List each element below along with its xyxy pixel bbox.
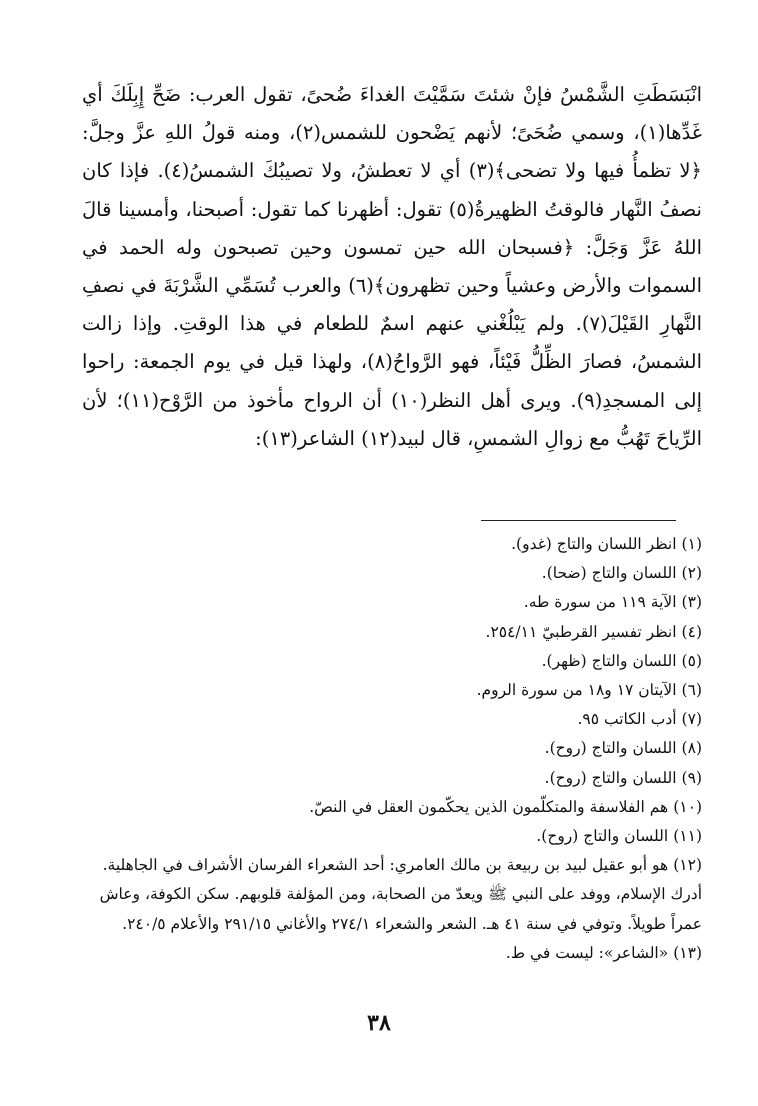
footnote-text: أدب الكاتب ٩٥. [577, 710, 677, 729]
footnote-text: الآية ١١٩ من سورة طه. [523, 593, 677, 612]
footnote-item [82, 559, 702, 588]
page-number: ٣٨ [367, 1010, 391, 1036]
footnote-number: ( ٤ ) [682, 623, 702, 641]
footnote-number: ( ٧ ) [682, 710, 702, 728]
footnote-number: ( ٢ ) [682, 564, 702, 582]
footnote-text: اللسان والتاج (روح). [544, 739, 677, 758]
footnote-item [82, 705, 702, 734]
footnote-item [82, 647, 702, 676]
footnote-text: اللسان والتاج (روح). [544, 768, 677, 787]
footnote-text: «الشاعر»: ليست في ط. [505, 943, 669, 962]
footnote-number: ( ١١ ) [673, 827, 702, 845]
footnote-item [82, 822, 702, 851]
footnote-number: ( ١٠ ) [673, 798, 702, 816]
footnote-item [82, 734, 702, 763]
footnote-item [82, 851, 702, 939]
footnote-number: ( ٦ ) [682, 681, 702, 699]
footnote-item [82, 939, 702, 968]
footnotes-list [82, 530, 702, 968]
footnote-number: ( ٩ ) [682, 769, 702, 787]
footnote-number: ( ١ ) [682, 535, 702, 553]
footnote-text: اللسان والتاج (روح). [536, 827, 669, 846]
footnote-text: انظر تفسير القرطبيّ ٢٥٤/١١. [485, 622, 677, 641]
footnote-item [82, 676, 702, 705]
footnote-item [82, 764, 702, 793]
footnote-text: الآيتان ١٧ و١٨ من سورة الروم. [476, 681, 677, 700]
footnote-divider [481, 520, 676, 521]
footnote-number: ( ١٢ ) [673, 856, 702, 874]
footnote-item [82, 793, 702, 822]
footnote-number: ( ٥ ) [682, 652, 702, 670]
footnote-text: اللسان والتاج (ظهر). [541, 651, 677, 670]
footnote-item [82, 618, 702, 647]
footnote-text: هم الفلاسفة والمتكلّمون الذين يحكّمون العقل في النصّ. [309, 797, 669, 816]
footnote-text: هو أبو عقيل لبيد بن ربيعة بن مالك العامري: أحد الشعراء الفرسان الأشراف في الجاهلية. أدرك الإسلام، ووفد على النبي ﷺ ويعدّ من الصحابة، ومن المؤلفة قلوبهم. سكن الكوفة، وعاش عمراً طويلاً. وتوفي في سنة ٤١ هـ. الشعر والشعراء ٢٧٤/١ والأغاني ٢٩١/١٥ والأعلام ٢٤٠/٥. [99, 856, 702, 933]
main-paragraph: انْبَسَطَتِ الشَّمْسُ فإنْ شئتَ سَمَّيْتَ الغداءَ ضُحىً، تقول العرب: ضَحِّ إِبِلَكَ أي غَدِّها(١)، وسمي ضُحَىً؛ لأنهم يَضْحون للشمس(٢)، ومنه قولُ اللهِ عزَّ وجلَّ: ﴿لا تظمأُ فيها ولا تضحى﴾(٣) أي لا تعطشُ، ولا تصيبُكَ الشمسُ(٤). فإذا كان نصفُ النَّهار فالوقتُ الظهيرةُ(٥) تقول: أظهرنا كما تقول: أصبحنا، وأمسينا قالَ اللهُ عَزَّ وَجَلَّ: ﴿فسبحان الله حين تمسون وحين تصبحون وله الحمد في السموات والأرض وعشياً وحين تظهرون﴾(٦) والعرب تُسَمِّي الشَّرْبَةَ في نصفِ النَّهارِ القَيْلَ(٧). ولم يَبْلُغْني عنهم اسمٌ للطعام في هذا الوقتِ. وإذا زالت الشمسُ، فصارَ الظِّلُّ فَيْئاً، فهو الرَّواحُ(٨)، ولهذا قيل في يوم الجمعة: راحوا إلى المسجدِ(٩). ويرى أهل النظر(١٠) أن الرواح مأخوذ من الرَّوْح(١١)؛ لأن الرِّياحَ تَهُبُّ مع زوالِ الشمسِ، قال لبيد(١٢) الشاعر(١٣): [82, 83, 703, 450]
footnote-text: انظر اللسان والتاج (غدو). [511, 535, 677, 553]
footnote-number: ( ٣ ) [682, 593, 702, 611]
footnote-number: ( ٨ ) [682, 739, 702, 757]
footnote-item [82, 588, 702, 617]
footnote-text: اللسان والتاج (ضحا). [541, 564, 677, 583]
footnote-item [82, 530, 702, 559]
main-text-block [82, 76, 702, 458]
footnote-number: ( ١٣ ) [673, 944, 702, 962]
